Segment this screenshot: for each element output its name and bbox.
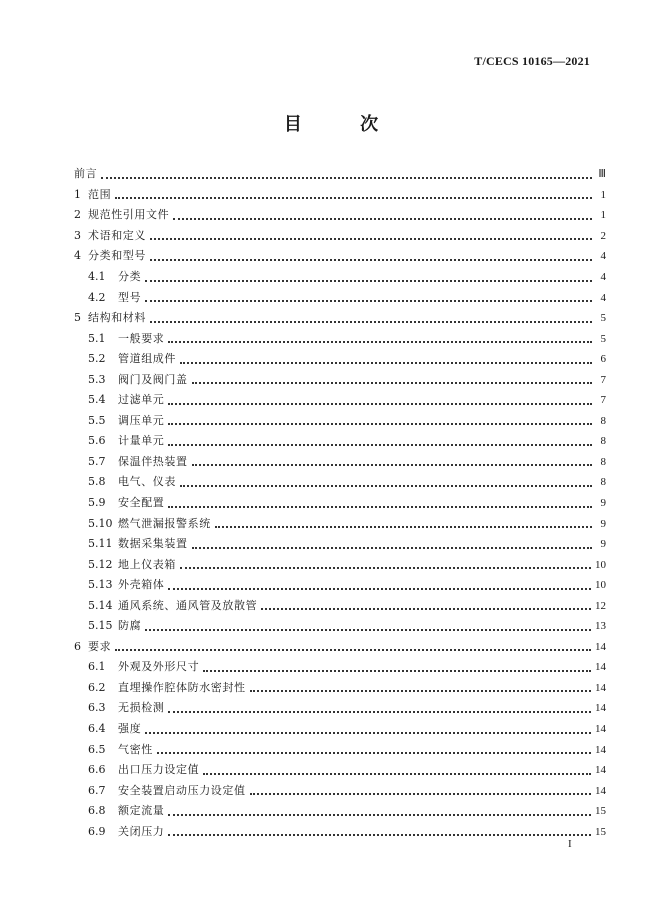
toc-entry-title: 强度 bbox=[118, 722, 142, 736]
toc-dot-leader bbox=[168, 340, 592, 343]
toc-dot-leader bbox=[150, 237, 592, 240]
toc-entry-title: 安全装置启动压力设定值 bbox=[118, 783, 246, 797]
toc-entry[interactable] bbox=[74, 164, 606, 185]
toc-entry[interactable] bbox=[74, 472, 606, 493]
toc-entry-number: 6.2 bbox=[88, 680, 106, 694]
toc-entry-number: 5.4 bbox=[88, 393, 106, 407]
toc-entry-number: 5.11 bbox=[88, 537, 113, 551]
toc-dot-leader bbox=[168, 402, 592, 405]
toc-dot-leader bbox=[145, 628, 591, 631]
toc-entry-number: 5.12 bbox=[88, 557, 113, 571]
toc-entry-page: 14 bbox=[595, 640, 606, 653]
toc-entry-number: 6.4 bbox=[88, 722, 106, 736]
toc-entry[interactable] bbox=[74, 390, 606, 411]
toc-entry-page: 13 bbox=[595, 620, 606, 633]
toc-entry-page: Ⅲ bbox=[598, 168, 606, 181]
toc-entry-page: 5 bbox=[600, 312, 606, 325]
document-code: T/CECS 10165—2021 bbox=[474, 54, 590, 68]
toc-entry[interactable] bbox=[74, 308, 606, 329]
toc-entry-number: 6.5 bbox=[88, 742, 106, 756]
toc-entry-title: 保温伴热装置 bbox=[118, 454, 188, 468]
toc-entry-number: 4.2 bbox=[88, 290, 106, 304]
toc-entry-page: 4 bbox=[600, 291, 606, 304]
toc-entry-page: 8 bbox=[600, 414, 606, 427]
toc-entry[interactable] bbox=[74, 760, 606, 781]
toc-dot-leader bbox=[180, 566, 591, 569]
toc-entry-title: 管道组成件 bbox=[118, 352, 176, 366]
toc-entry-number: 6.3 bbox=[88, 701, 106, 715]
toc-entry-title: 计量单元 bbox=[118, 434, 165, 448]
toc-entry[interactable] bbox=[74, 719, 606, 740]
toc-entry[interactable] bbox=[74, 678, 606, 699]
toc-entry[interactable] bbox=[74, 328, 606, 349]
toc-entry-page: 7 bbox=[600, 373, 606, 386]
toc-entry[interactable] bbox=[74, 595, 606, 616]
toc-entry-page: 5 bbox=[600, 332, 606, 345]
toc-entry-number: 6.9 bbox=[88, 824, 106, 838]
toc-entry-title: 燃气泄漏报警系统 bbox=[118, 516, 211, 530]
toc-entry-number: 1 bbox=[74, 187, 81, 201]
toc-entry-number: 4.1 bbox=[88, 270, 106, 283]
toc-entry-page: 14 bbox=[595, 723, 606, 736]
toc-dot-leader bbox=[150, 320, 592, 323]
toc-dot-leader bbox=[203, 669, 591, 672]
toc-entry-number: 6.6 bbox=[88, 763, 106, 777]
toc-entry-page: 6 bbox=[600, 353, 606, 366]
toc-entry-page: 14 bbox=[595, 681, 606, 694]
toc-entry-title: 出口压力设定值 bbox=[118, 763, 200, 777]
toc-entry-number: 5.15 bbox=[88, 619, 113, 633]
toc-entry-page: 1 bbox=[600, 188, 606, 201]
toc-dot-leader bbox=[168, 422, 592, 425]
toc-entry-title: 气密性 bbox=[118, 742, 153, 756]
toc-entry[interactable] bbox=[74, 185, 606, 206]
toc-entry[interactable] bbox=[74, 246, 606, 267]
toc-entry[interactable] bbox=[74, 226, 606, 247]
toc-dot-leader bbox=[192, 381, 592, 384]
toc-dot-leader bbox=[145, 279, 592, 282]
toc-dot-leader bbox=[115, 648, 591, 651]
toc-entry[interactable] bbox=[74, 637, 606, 658]
toc-entry[interactable] bbox=[74, 349, 606, 370]
toc-entry[interactable] bbox=[74, 739, 606, 760]
toc-entry[interactable] bbox=[74, 452, 606, 473]
toc-entry[interactable] bbox=[74, 657, 606, 678]
toc-entry-title: 外壳箱体 bbox=[118, 578, 165, 592]
toc-entry-title: 无损检测 bbox=[118, 701, 165, 715]
toc-entry-title: 外观及外形尺寸 bbox=[118, 660, 200, 674]
toc-entry[interactable] bbox=[74, 534, 606, 555]
toc-entry[interactable] bbox=[74, 431, 606, 452]
toc-entry[interactable] bbox=[74, 575, 606, 596]
toc-entry-title: 防腐 bbox=[118, 619, 142, 633]
toc-dot-leader bbox=[180, 484, 592, 487]
toc-entry-number: 5.10 bbox=[88, 516, 113, 530]
toc-entry-title: 阀门及阀门盖 bbox=[118, 372, 188, 386]
toc-entry-title: 规范性引用文件 bbox=[88, 208, 170, 222]
toc-entry-number: 6.1 bbox=[88, 660, 106, 674]
toc-entry-number: 6.8 bbox=[88, 804, 106, 818]
toc-entry-number: 5.7 bbox=[88, 454, 106, 468]
toc-entry-number: 4 bbox=[74, 249, 81, 263]
toc-entry-title: 一般要求 bbox=[118, 331, 165, 345]
toc-dot-leader bbox=[101, 176, 592, 179]
toc-entry-page: 9 bbox=[600, 538, 606, 551]
toc-entry-number: 5.9 bbox=[88, 496, 106, 510]
toc-dot-leader bbox=[250, 689, 591, 692]
toc-entry-page: 2 bbox=[600, 229, 606, 242]
toc-entry-page: 7 bbox=[600, 394, 606, 407]
toc-entry-number: 6.7 bbox=[88, 783, 106, 797]
toc-entry-title: 调压单元 bbox=[118, 413, 165, 427]
toc-entry-title: 结构和材料 bbox=[88, 311, 146, 325]
toc-entry-title: 地上仪表箱 bbox=[118, 557, 176, 571]
toc-entry-page: 9 bbox=[600, 497, 606, 510]
toc-entry-page: 9 bbox=[600, 517, 606, 530]
toc-entry[interactable] bbox=[74, 616, 606, 637]
toc-entry[interactable] bbox=[74, 698, 606, 719]
toc-dot-leader bbox=[261, 607, 591, 610]
toc-dot-leader bbox=[145, 299, 592, 302]
toc-entry-title: 术语和定义 bbox=[88, 228, 146, 242]
toc-dot-leader bbox=[215, 525, 592, 528]
toc-entry-title: 直埋操作腔体防水密封性 bbox=[118, 680, 246, 694]
toc-entry-page: 1 bbox=[600, 209, 606, 222]
toc-entry-number: 5.13 bbox=[88, 578, 113, 592]
toc-entry-title: 数据采集装置 bbox=[118, 537, 188, 551]
toc-entry-title: 型号 bbox=[118, 290, 142, 304]
toc-entry-page: 4 bbox=[600, 271, 606, 283]
table-of-contents bbox=[74, 164, 606, 842]
toc-dot-leader bbox=[157, 751, 591, 754]
toc-entry-page: 8 bbox=[600, 455, 606, 468]
toc-entry-page: 15 bbox=[595, 825, 606, 838]
toc-entry-number: 5.8 bbox=[88, 475, 106, 489]
toc-entry[interactable] bbox=[74, 554, 606, 575]
toc-entry[interactable] bbox=[74, 411, 606, 432]
toc-entry-page: 8 bbox=[600, 476, 606, 489]
toc-entry[interactable] bbox=[74, 801, 606, 822]
toc-entry-title: 关闭压力 bbox=[118, 824, 165, 838]
toc-entry-title: 额定流量 bbox=[118, 804, 165, 818]
page-number: I bbox=[568, 838, 572, 850]
toc-entry-page: 14 bbox=[595, 743, 606, 756]
toc-entry-number: 6 bbox=[74, 639, 81, 653]
toc-entry[interactable] bbox=[74, 780, 606, 801]
toc-entry-number: 5.2 bbox=[88, 352, 106, 366]
toc-dot-leader bbox=[168, 443, 592, 446]
toc-entry-number: 5.5 bbox=[88, 413, 106, 427]
toc-dot-leader bbox=[168, 505, 592, 508]
toc-entry-page: 14 bbox=[595, 764, 606, 777]
toc-dot-leader bbox=[115, 196, 592, 199]
toc-entry-title: 前言 bbox=[74, 167, 98, 181]
toc-entry-number: 3 bbox=[74, 228, 81, 242]
page-title: 目 次 bbox=[283, 114, 405, 135]
toc-entry-number: 5.1 bbox=[88, 331, 106, 345]
toc-entry[interactable] bbox=[74, 287, 606, 308]
toc-entry-page: 12 bbox=[595, 599, 606, 612]
toc-entry-number: 5.3 bbox=[88, 372, 106, 386]
toc-dot-leader bbox=[203, 772, 591, 775]
toc-entry[interactable] bbox=[74, 205, 606, 226]
toc-entry-number: 2 bbox=[74, 208, 81, 222]
toc-entry-page: 4 bbox=[600, 250, 606, 263]
toc-dot-leader bbox=[168, 833, 591, 836]
toc-entry-title: 安全配置 bbox=[118, 496, 165, 510]
toc-entry-number: 5.14 bbox=[88, 598, 113, 612]
toc-entry-title: 要求 bbox=[88, 639, 112, 653]
toc-entry-page: 14 bbox=[595, 702, 606, 715]
toc-entry-title: 通风系统、通风管及放散管 bbox=[118, 598, 258, 612]
toc-dot-leader bbox=[192, 463, 592, 466]
toc-entry-page: 15 bbox=[595, 805, 606, 818]
toc-dot-leader bbox=[168, 587, 591, 590]
toc-dot-leader bbox=[192, 546, 592, 549]
toc-entry-page: 8 bbox=[600, 435, 606, 448]
toc-entry-title: 电气、仪表 bbox=[118, 475, 176, 489]
toc-entry-number: 5 bbox=[74, 311, 81, 325]
toc-dot-leader bbox=[173, 217, 592, 220]
toc-entry[interactable] bbox=[74, 493, 606, 514]
toc-entry[interactable] bbox=[74, 267, 606, 288]
toc-entry-title: 过滤单元 bbox=[118, 393, 165, 407]
toc-entry-page: 10 bbox=[595, 558, 606, 571]
toc-entry-number: 5.6 bbox=[88, 434, 106, 448]
toc-dot-leader bbox=[168, 710, 591, 713]
toc-entry-page: 14 bbox=[595, 661, 606, 674]
toc-dot-leader bbox=[150, 258, 592, 261]
toc-entry[interactable] bbox=[74, 513, 606, 534]
toc-dot-leader bbox=[145, 731, 591, 734]
toc-dot-leader bbox=[168, 813, 591, 816]
toc-entry[interactable] bbox=[74, 822, 606, 843]
toc-entry-title: 分类和型号 bbox=[88, 249, 146, 263]
toc-entry-title: 范围 bbox=[88, 187, 112, 201]
toc-entry-title: 分类 bbox=[118, 270, 142, 283]
toc-entry-page: 10 bbox=[595, 579, 606, 592]
toc-dot-leader bbox=[250, 792, 591, 795]
toc-entry-page: 14 bbox=[595, 784, 606, 797]
toc-dot-leader bbox=[180, 361, 592, 364]
toc-entry[interactable] bbox=[74, 369, 606, 390]
